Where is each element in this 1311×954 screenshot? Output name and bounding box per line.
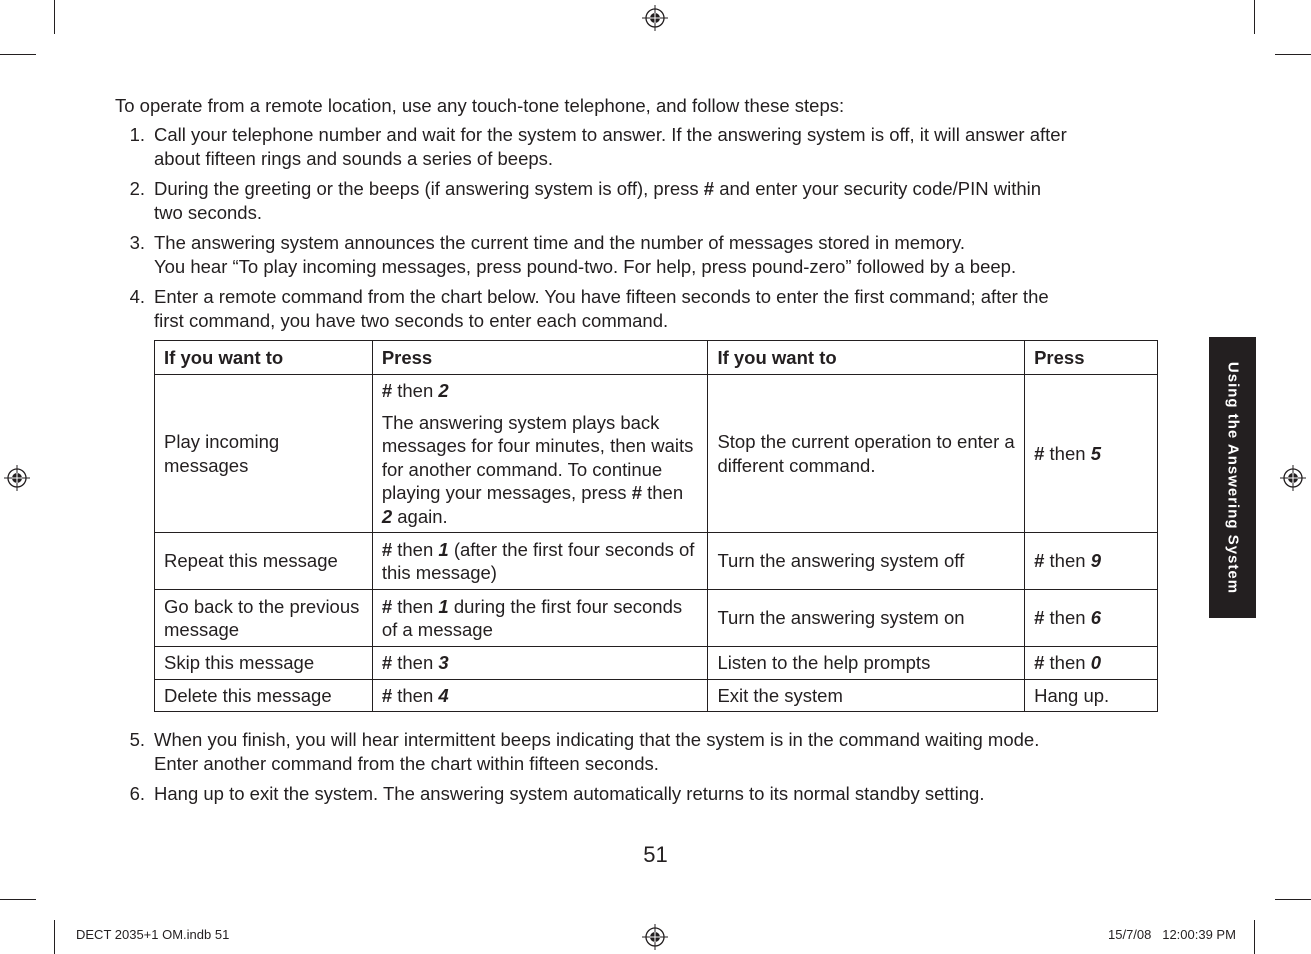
digit-key: 0 xyxy=(1090,652,1101,673)
then-word: then xyxy=(641,482,684,503)
step-text xyxy=(154,728,1195,775)
table-cell xyxy=(1025,375,1158,533)
crop-mark xyxy=(54,0,55,34)
crop-mark xyxy=(0,54,36,55)
then-word: then xyxy=(397,380,434,401)
list-item xyxy=(115,728,1195,775)
then-word: then xyxy=(397,652,434,673)
step-line xyxy=(154,123,1195,147)
digit-key: 1 xyxy=(438,595,449,617)
step-text xyxy=(154,123,1195,170)
registration-mark-icon xyxy=(1280,465,1306,491)
crop-mark xyxy=(1275,54,1311,55)
then-word: then xyxy=(1049,550,1086,572)
table-cell xyxy=(1025,533,1158,590)
step-line-2: two seconds. xyxy=(154,201,262,223)
table-cell xyxy=(372,590,708,647)
digit-key: 3 xyxy=(438,652,449,673)
table-cell: Exit the system xyxy=(708,679,1025,712)
step-number: 5. xyxy=(129,729,145,750)
table-row xyxy=(155,590,1158,647)
desc-text: again. xyxy=(392,505,448,527)
table-header-row xyxy=(155,341,1158,375)
table-cell xyxy=(372,679,708,712)
table-row xyxy=(155,375,1158,533)
step-line-2: Enter another command from the chart within fifteen seconds. xyxy=(154,752,659,774)
list-item xyxy=(115,285,1195,332)
step-line-2: You hear “To play incoming messages, press pound-two. For help, press pound-zero” followed by a beep. xyxy=(154,255,1017,277)
then-word: then xyxy=(1049,442,1086,464)
table-cell xyxy=(372,533,708,590)
column-header: If you want to xyxy=(708,341,1025,375)
registration-mark-icon xyxy=(642,924,668,950)
step-line-2: about fifteen rings and sounds a series of beeps. xyxy=(154,147,554,169)
pound-key: # xyxy=(1034,607,1045,629)
crop-mark xyxy=(0,899,36,900)
section-side-tab xyxy=(1209,337,1256,618)
footer-timestamp: 15/7/08 12:00:39 PM xyxy=(1108,927,1236,942)
step-number: 1. xyxy=(129,124,145,145)
table-cell xyxy=(1025,647,1158,680)
crop-mark xyxy=(1254,920,1255,954)
table-row xyxy=(155,679,1158,712)
table-cell: Listen to the help prompts xyxy=(708,647,1025,680)
footer-file-info: DECT 2035+1 OM.indb 51 xyxy=(76,927,230,942)
table-cell xyxy=(372,647,708,680)
step-number: 2. xyxy=(129,178,145,199)
table-cell: Repeat this message xyxy=(155,533,373,590)
then-word: then xyxy=(397,538,434,560)
table-cell: Play incoming messages xyxy=(155,375,373,533)
step-number: 4. xyxy=(129,286,145,307)
step-line-1: The answering system announces the current time and the number of messages stored in memory. xyxy=(154,232,965,253)
step-line-1: When you finish, you will hear intermittent beeps indicating that the system is in the command waiting mode. xyxy=(154,729,1040,750)
pound-key: # xyxy=(1034,442,1045,464)
crop-mark xyxy=(1254,0,1255,34)
step-text xyxy=(154,782,1195,806)
pound-key: # xyxy=(703,178,715,199)
remote-command-table xyxy=(154,340,1158,712)
then-word: then xyxy=(397,684,434,706)
column-header: Press xyxy=(372,341,708,375)
table-cell xyxy=(372,375,708,533)
pound-key: # xyxy=(631,482,642,503)
column-header: Press xyxy=(1025,341,1158,375)
digit-key: 1 xyxy=(438,538,449,560)
pound-key: # xyxy=(1034,652,1045,673)
crop-mark xyxy=(1275,899,1311,900)
digit-key: 5 xyxy=(1090,442,1101,464)
pound-key: # xyxy=(381,652,393,673)
step-text-pre: During the greeting or the beeps (if answering system is off), press xyxy=(154,178,704,199)
step-line-1: Enter a remote command from the chart below. You have fifteen seconds to enter the first command; after the xyxy=(154,286,1049,307)
intro-text: To operate from a remote location, use any touch-tone telephone, and follow these steps: xyxy=(115,95,845,116)
pound-key: # xyxy=(381,538,393,560)
cell-note: during the first four seconds of a message xyxy=(381,595,683,640)
table-cell: Hang up. xyxy=(1025,679,1158,712)
digit-key: 6 xyxy=(1090,607,1101,629)
table-row xyxy=(155,647,1158,680)
table-cell: Go back to the previous message xyxy=(155,590,373,647)
step-text xyxy=(154,285,1195,332)
key-sequence xyxy=(382,379,699,403)
digit-key: 2 xyxy=(438,380,449,401)
then-word: then xyxy=(1049,652,1086,673)
pound-key: # xyxy=(381,380,393,401)
then-word: then xyxy=(1049,607,1086,629)
step-text xyxy=(154,231,1195,278)
cell-note: (after the first four seconds of this message) xyxy=(381,538,695,583)
pound-key: # xyxy=(381,684,393,706)
list-item xyxy=(115,782,1195,806)
crop-mark xyxy=(54,920,55,954)
section-side-tab-label: Using the Answering System xyxy=(1224,361,1241,594)
column-header: If you want to xyxy=(155,341,373,375)
list-item xyxy=(115,123,1195,170)
digit-key: 2 xyxy=(381,505,393,527)
step-line-2: first command, you have two seconds to enter each command. xyxy=(154,309,669,331)
step-number: 6. xyxy=(129,783,145,804)
step-text xyxy=(154,177,1195,224)
table-cell: Skip this message xyxy=(155,647,373,680)
table-cell: Stop the current operation to enter a different command. xyxy=(708,375,1025,533)
page-number: 51 xyxy=(643,842,668,867)
table-cell: Delete this message xyxy=(155,679,373,712)
step-line-1: Hang up to exit the system. The answering system automatically returns to its normal standby setting. xyxy=(154,783,985,804)
step-line-1 xyxy=(154,177,1195,201)
steps-list-b xyxy=(115,728,1195,813)
then-word: then xyxy=(397,595,434,617)
registration-mark-icon xyxy=(4,465,30,491)
digit-key: 9 xyxy=(1090,550,1101,572)
table-cell: Turn the answering system off xyxy=(708,533,1025,590)
step-text-post: and enter your security code/PIN within xyxy=(714,178,1042,199)
steps-list-a xyxy=(115,123,1195,339)
cell-description xyxy=(382,411,699,529)
table-row xyxy=(155,533,1158,590)
table-cell: Turn the answering system on xyxy=(708,590,1025,647)
registration-mark-icon xyxy=(642,5,668,31)
pound-key: # xyxy=(1034,550,1045,572)
list-item xyxy=(115,177,1195,224)
step-number: 3. xyxy=(129,232,145,253)
list-item xyxy=(115,231,1195,278)
desc-text: The answering system plays back messages for four minutes, then waits for another command. To continue playing your messages, press xyxy=(381,411,694,503)
digit-key: 4 xyxy=(438,684,449,706)
step-line-1: Call your telephone number and wait for the system to answer. If the answering system is off, it will answer after xyxy=(154,124,1067,145)
pound-key: # xyxy=(381,595,393,617)
table-cell xyxy=(1025,590,1158,647)
